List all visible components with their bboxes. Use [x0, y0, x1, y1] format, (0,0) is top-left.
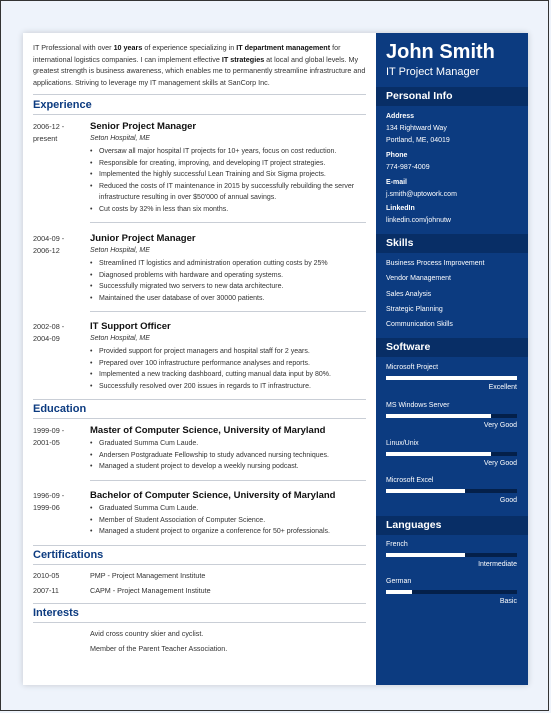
software-item — [386, 440, 517, 474]
entry-location: Seton Hospital, ME — [90, 247, 150, 254]
resume-page — [23, 33, 528, 685]
address-line-1: 134 Rightward Way — [386, 125, 447, 132]
entry-bullets — [90, 258, 365, 304]
divider — [90, 480, 366, 481]
phone-label: Phone — [386, 152, 408, 159]
divider — [33, 94, 366, 95]
bullet-item: • Responsible for creating, improving, and developing IT project strategies. — [90, 158, 365, 170]
bullet-item: • Implemented a new tracking dashboard, cutting manual data input by 80%. — [90, 369, 365, 381]
divider — [90, 222, 366, 223]
entry-title: Bachelor of Computer Science, University of Maryland — [90, 490, 336, 501]
bullet-item: • Reduced the costs of IT maintenance in 2015 by successfully rebuilding the server infrastructure resulting in over $50'000 of annual savings. — [90, 181, 365, 204]
certification-name: PMP - Project Management Institute — [90, 571, 206, 580]
bullet-item: • Graduated Summa Cum Laude. — [90, 503, 365, 515]
summary-paragraph: IT Professional with over 10 years of experience specializing in IT department management for international logistics companies. I can implement effective IT strategies at local and global levels. My greatest strength is business awareness, which enables me to permanently streamline infrastructure and applications. Striving to leverage my IT management skills at SanCorp Inc. — [33, 43, 366, 87]
bullet-item: • Cut costs by 32% in less than six months. — [90, 204, 365, 216]
software-level: Very Good — [483, 422, 517, 429]
level-bar-fill — [386, 553, 465, 557]
software-name: Linux/Unix — [386, 440, 419, 447]
entry-date: 2002-08 - 2004-09 — [33, 322, 65, 343]
bullet-item: • Successfully resolved over 200 issues in regards to IT infrastructure. — [90, 381, 365, 393]
skill-item: Sales Analysis — [386, 291, 432, 298]
level-bar-fill — [386, 376, 517, 380]
entry-date: 1996-09 - 1999-06 — [33, 491, 65, 512]
software-level: Very Good — [483, 460, 517, 467]
address-label: Address — [386, 113, 415, 120]
bullet-item: • Managed a student project to organize a conference for 50+ professionals. — [90, 526, 365, 538]
skill-item: Strategic Planning — [386, 306, 443, 313]
software-item — [386, 402, 517, 436]
level-bar-track — [386, 452, 517, 456]
language-item — [386, 578, 517, 612]
divider — [33, 399, 366, 400]
divider — [90, 311, 366, 312]
skill-item: Communication Skills — [386, 321, 453, 328]
software-name: MS Windows Server — [386, 402, 450, 409]
section-title-experience: Experience — [33, 99, 92, 111]
divider — [33, 622, 366, 623]
linkedin-value: linkedin.com/johnutw — [386, 217, 451, 224]
candidate-name: John Smith — [386, 41, 495, 63]
bullet-item: • Successfully migrated two servers to new data architecture. — [90, 281, 365, 293]
entry-date: 1999-09 - 2001-05 — [33, 426, 65, 447]
section-title-education: Education — [33, 403, 87, 415]
level-bar-track — [386, 489, 517, 493]
entry-location: Seton Hospital, ME — [90, 335, 150, 342]
bullet-item: • Provided support for project managers and hospital staff for 2 years. — [90, 346, 365, 358]
sidebar — [376, 33, 528, 685]
certification-date: 2010-05 — [33, 571, 60, 580]
level-bar-track — [386, 553, 517, 557]
entry-bullets — [90, 346, 365, 392]
section-title-personal-info: Personal Info — [376, 87, 528, 106]
language-level: Intermediate — [478, 561, 517, 568]
linkedin-label: LinkedIn — [386, 205, 415, 212]
address-line-2: Portland, ME, 04019 — [386, 137, 450, 144]
software-level: Good — [499, 497, 517, 504]
bullet-item: • Andersen Postgraduate Fellowship to study advanced nursing techniques. — [90, 450, 365, 462]
divider — [33, 114, 366, 115]
entry-bullets — [90, 438, 365, 473]
language-item — [386, 541, 517, 575]
software-item — [386, 364, 517, 398]
level-bar-fill — [386, 452, 491, 456]
bullet-item: • Implemented the highly successful Lean Training and Six Sigma projects. — [90, 169, 365, 181]
interest-item: Avid cross country skier and cyclist. — [90, 629, 204, 638]
software-level: Excellent — [488, 384, 517, 391]
candidate-title: IT Project Manager — [386, 66, 480, 78]
level-bar-track — [386, 414, 517, 418]
bullet-item: • Oversaw all major hospital IT projects for 10+ years, focus on cost reduction. — [90, 146, 365, 158]
bullet-item: • Graduated Summa Cum Laude. — [90, 438, 365, 450]
section-title-skills: Skills — [376, 234, 528, 253]
entry-location: Seton Hospital, ME — [90, 135, 150, 142]
entry-bullets — [90, 146, 365, 215]
email-label: E-mail — [386, 179, 408, 186]
entry-title: Senior Project Manager — [90, 121, 197, 132]
divider — [33, 545, 366, 546]
certification-name: CAPM - Project Management Institute — [90, 586, 211, 595]
bullet-item: • Member of Student Association of Computer Science. — [90, 515, 365, 527]
divider — [33, 603, 366, 604]
main-column — [23, 33, 376, 685]
email-value: j.smith@uptowork.com — [386, 191, 457, 198]
bullet-item: • Streamlined IT logistics and administration operation cutting costs by 25% — [90, 258, 365, 270]
software-item — [386, 477, 517, 511]
bullet-item: • Diagnosed problems with hardware and operating systems. — [90, 270, 365, 282]
section-title-software: Software — [376, 338, 528, 357]
entry-title: IT Support Officer — [90, 321, 171, 332]
section-title-interests: Interests — [33, 607, 79, 619]
level-bar-track — [386, 590, 517, 594]
language-level: Basic — [499, 598, 517, 605]
phone-value: 774-987-4009 — [386, 164, 430, 171]
section-title-languages: Languages — [376, 516, 528, 535]
level-bar-fill — [386, 590, 412, 594]
language-name: French — [386, 541, 408, 548]
entry-title: Master of Computer Science, University of Maryland — [90, 425, 326, 436]
level-bar-fill — [386, 489, 465, 493]
skill-item: Vendor Management — [386, 275, 451, 282]
divider — [33, 418, 366, 419]
level-bar-track — [386, 376, 517, 380]
certification-date: 2007-11 — [33, 586, 59, 595]
software-name: Microsoft Project — [386, 364, 439, 371]
divider — [33, 564, 366, 565]
entry-date: 2004-09 - 2006-12 — [33, 234, 65, 255]
language-name: German — [386, 578, 412, 585]
skill-item: Business Process Improvement — [386, 260, 485, 267]
entry-title: Junior Project Manager — [90, 233, 196, 244]
bullet-item: • Maintained the user database of over 30000 patients. — [90, 293, 365, 305]
interest-item: Member of the Parent Teacher Association. — [90, 644, 228, 653]
bullet-item: • Prepared over 100 infrastructure performance analyses and reports. — [90, 358, 365, 370]
entry-bullets — [90, 503, 365, 538]
bullet-item: • Managed a student project to develop a weekly nursing podcast. — [90, 461, 365, 473]
software-name: Microsoft Excel — [386, 477, 434, 484]
level-bar-fill — [386, 414, 491, 418]
section-title-certifications: Certifications — [33, 549, 104, 561]
entry-date: 2006-12 - present — [33, 122, 65, 143]
